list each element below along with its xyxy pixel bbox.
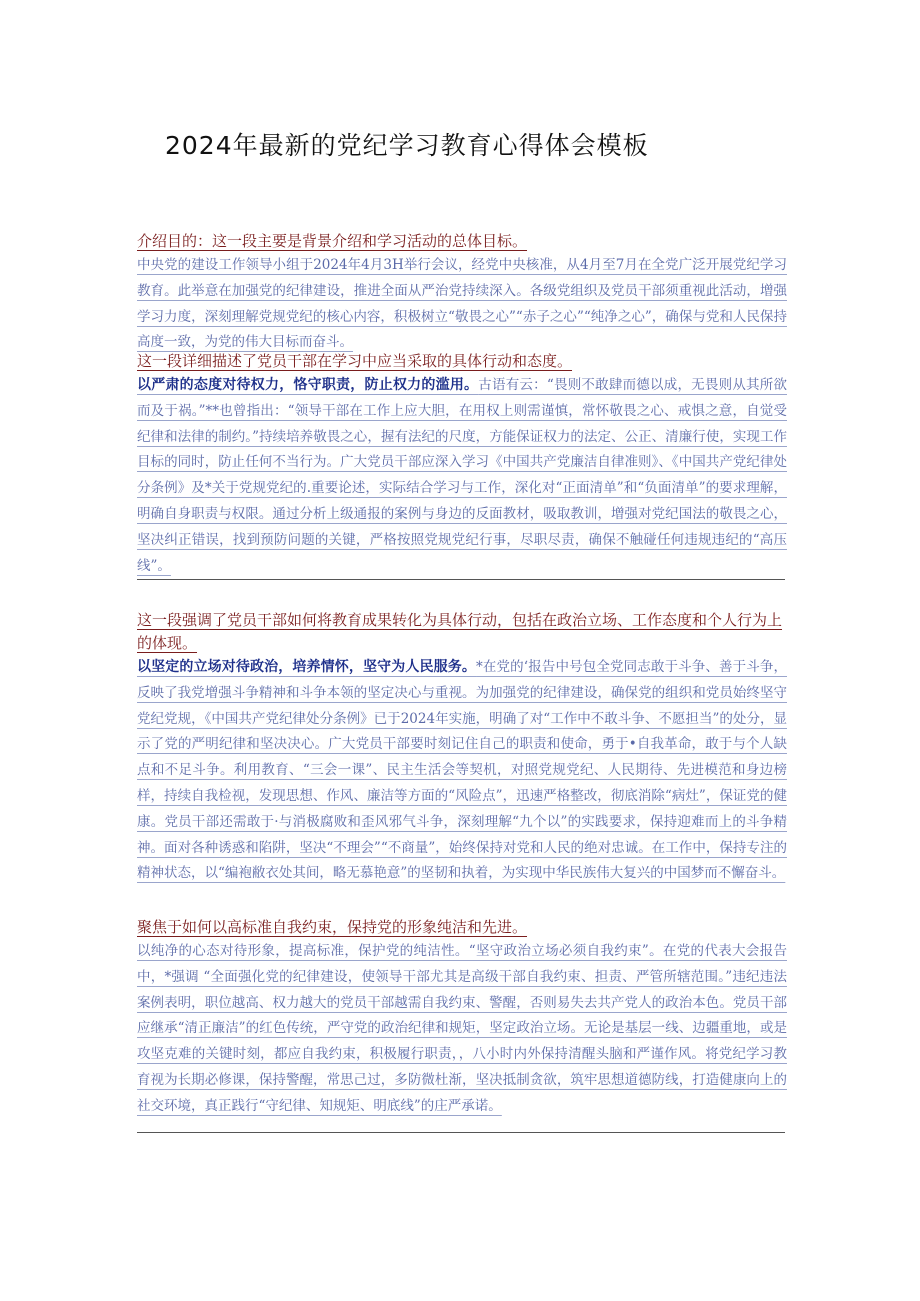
section-self-discipline — [137, 916, 787, 1120]
section-lead: 以坚定的立场对待政治，培养情怀，坚守为人民服务。 — [137, 659, 477, 675]
section-body-text: *在党的‘报告中号包全党同志敢于斗争、善于斗争，反映了我党增强斗争精神和斗争本领的坚定决心与重视。为加强党的纪律建设，确保党的组织和党员始终坚守党纪党规，《中国共产党纪律处分条例》已于2024年实施，明确了对“工作中不敢斗争、不愿担当”的处分，显示了党的严明纪律和坚决决心。广大党员干部要时刻记住自己的职责和使命，勇于•自我革命，敢于与个人缺点和不足斗争。利用教育、“三会一课”、民主生活会等契机，对照党规党纪、人民期待、先进模范和身边榜样，持续自我检视，发现思想、作风、廉洁等方面的“风险点”，迅速严格整改，彻底消除“病灶”，保证党的健康。党员干部还需敢于·与消极腐败和歪风邪气斗争，深刻理解“九个以”的实践要求，保持迎难而上的斗争精神。面对各种诱惑和陷阱，坚决“不理会”“不商量”，始终保持对党和人民的绝对忠诚。在工作中，保持专注的精神状态，以“编袍敝衣处其间，略无慕艳意”的坚韧和执着，为实现中华民族伟大复兴的中国梦而不懈奋斗。 — [137, 659, 788, 882]
section-body: 以纯净的心态对待形象，提高标准，保护党的纯洁性。“坚守政治立场必须自我约束”。在党的代表大会报告中，*强调 “全面强化党的纪律建设，使领导干部尤其是高级干部自我约束、担责、严管所辖范围。”违纪违法案例表明，职位越高、权力越大的党员干部越需自我约束、警醒，否则易失去共产党人的政治本色。党员干部应继承“清正廉洁”的红色传统，严守党的政治纪律和规矩，坚定政治立场。无论是基层一线、边疆重地，或是攻坚克难的关键时刻，都应自我约束，积极履行职责，，八小时内外保持清醒头脑和严谨作风。将党纪学习教育视为长期必修课，保持警醒，常思己过，多防微杜渐，坚决抵制贪欲，筑牢思想道德防线，打造健康向上的社交环境，真正践行“守纪律、知规矩、明底线”的庄严承诺。 — [137, 943, 787, 1114]
section-heading: 聚焦于如何以高标准自我约束，保持党的形象纯洁和先进。 — [137, 918, 528, 936]
section-introduction — [137, 230, 787, 356]
section-politics — [137, 609, 787, 887]
section-lead: 以严肃的态度对待权力，恪守职责，防止权力的滥用。 — [137, 377, 479, 393]
section-power — [137, 350, 787, 579]
section-heading: 介绍目的：这一段主要是背景介绍和学习活动的总体目标。 — [137, 232, 528, 250]
section-body — [137, 373, 787, 579]
section-heading: 这一段强调了党员干部如何将教育成果转化为具体行动，包括在政治立场、工作态度和个人行为上的体现。 — [137, 611, 783, 652]
section-divider — [137, 579, 785, 580]
section-body: 中央党的建设工作领导小组于2024年4月3H举行会议，经党中央核准，从4月至7月在全党广泛开展党纪学习教育。此举意在加强党的纪律建设，推进全面从严治党持续深入。各级党组织及党员干部须重视此活动，增强学习力度，深刻理解党规党纪的核心内容，积极树立“敬畏之心”“赤子之心”“纯净之心”，确保与党和人民保持高度一致，为党的伟大目标而奋斗。 — [137, 257, 787, 351]
section-divider — [137, 1132, 785, 1133]
section-heading: 这一段详细描述了党员干部在学习中应当采取的具体行动和态度。 — [137, 352, 573, 370]
section-body-text: 古语有云：“畏则不敢肆而德以成，无畏则从其所欲而及于祸。”**也曾指出：“领导干部在工作上应大胆，在用权上则需谨慎，常怀敬畏之心、戒惧之意，自觉受纪律和法律的制约。”持续培养敬畏之心，握有法纪的尺度，方能保证权力的法定、公正、清廉行使，实现工作目标的同时，防止任何不当行为。广大党员干部应深入学习《中国共产党廉洁自律准则》、《中国共产党纪律处分条例》及*关于党规党纪的.重要论述，实际结合学习与工作，深化对“正面清单”和“负面清单”的要求理解，明确自身职责与权限。通过分析上级通报的案例与身边的反面教材，吸取教训，增强对党纪国法的敬畏之心，坚决纠正错误，找到预防问题的关键，严格按照党规党纪行事，尽职尽责，确保不触碰任何违规违纪的“高压线”。 — [137, 377, 787, 574]
document-title: 2024年最新的党纪学习教育心得体会模板 — [165, 131, 649, 160]
section-body — [137, 655, 787, 887]
